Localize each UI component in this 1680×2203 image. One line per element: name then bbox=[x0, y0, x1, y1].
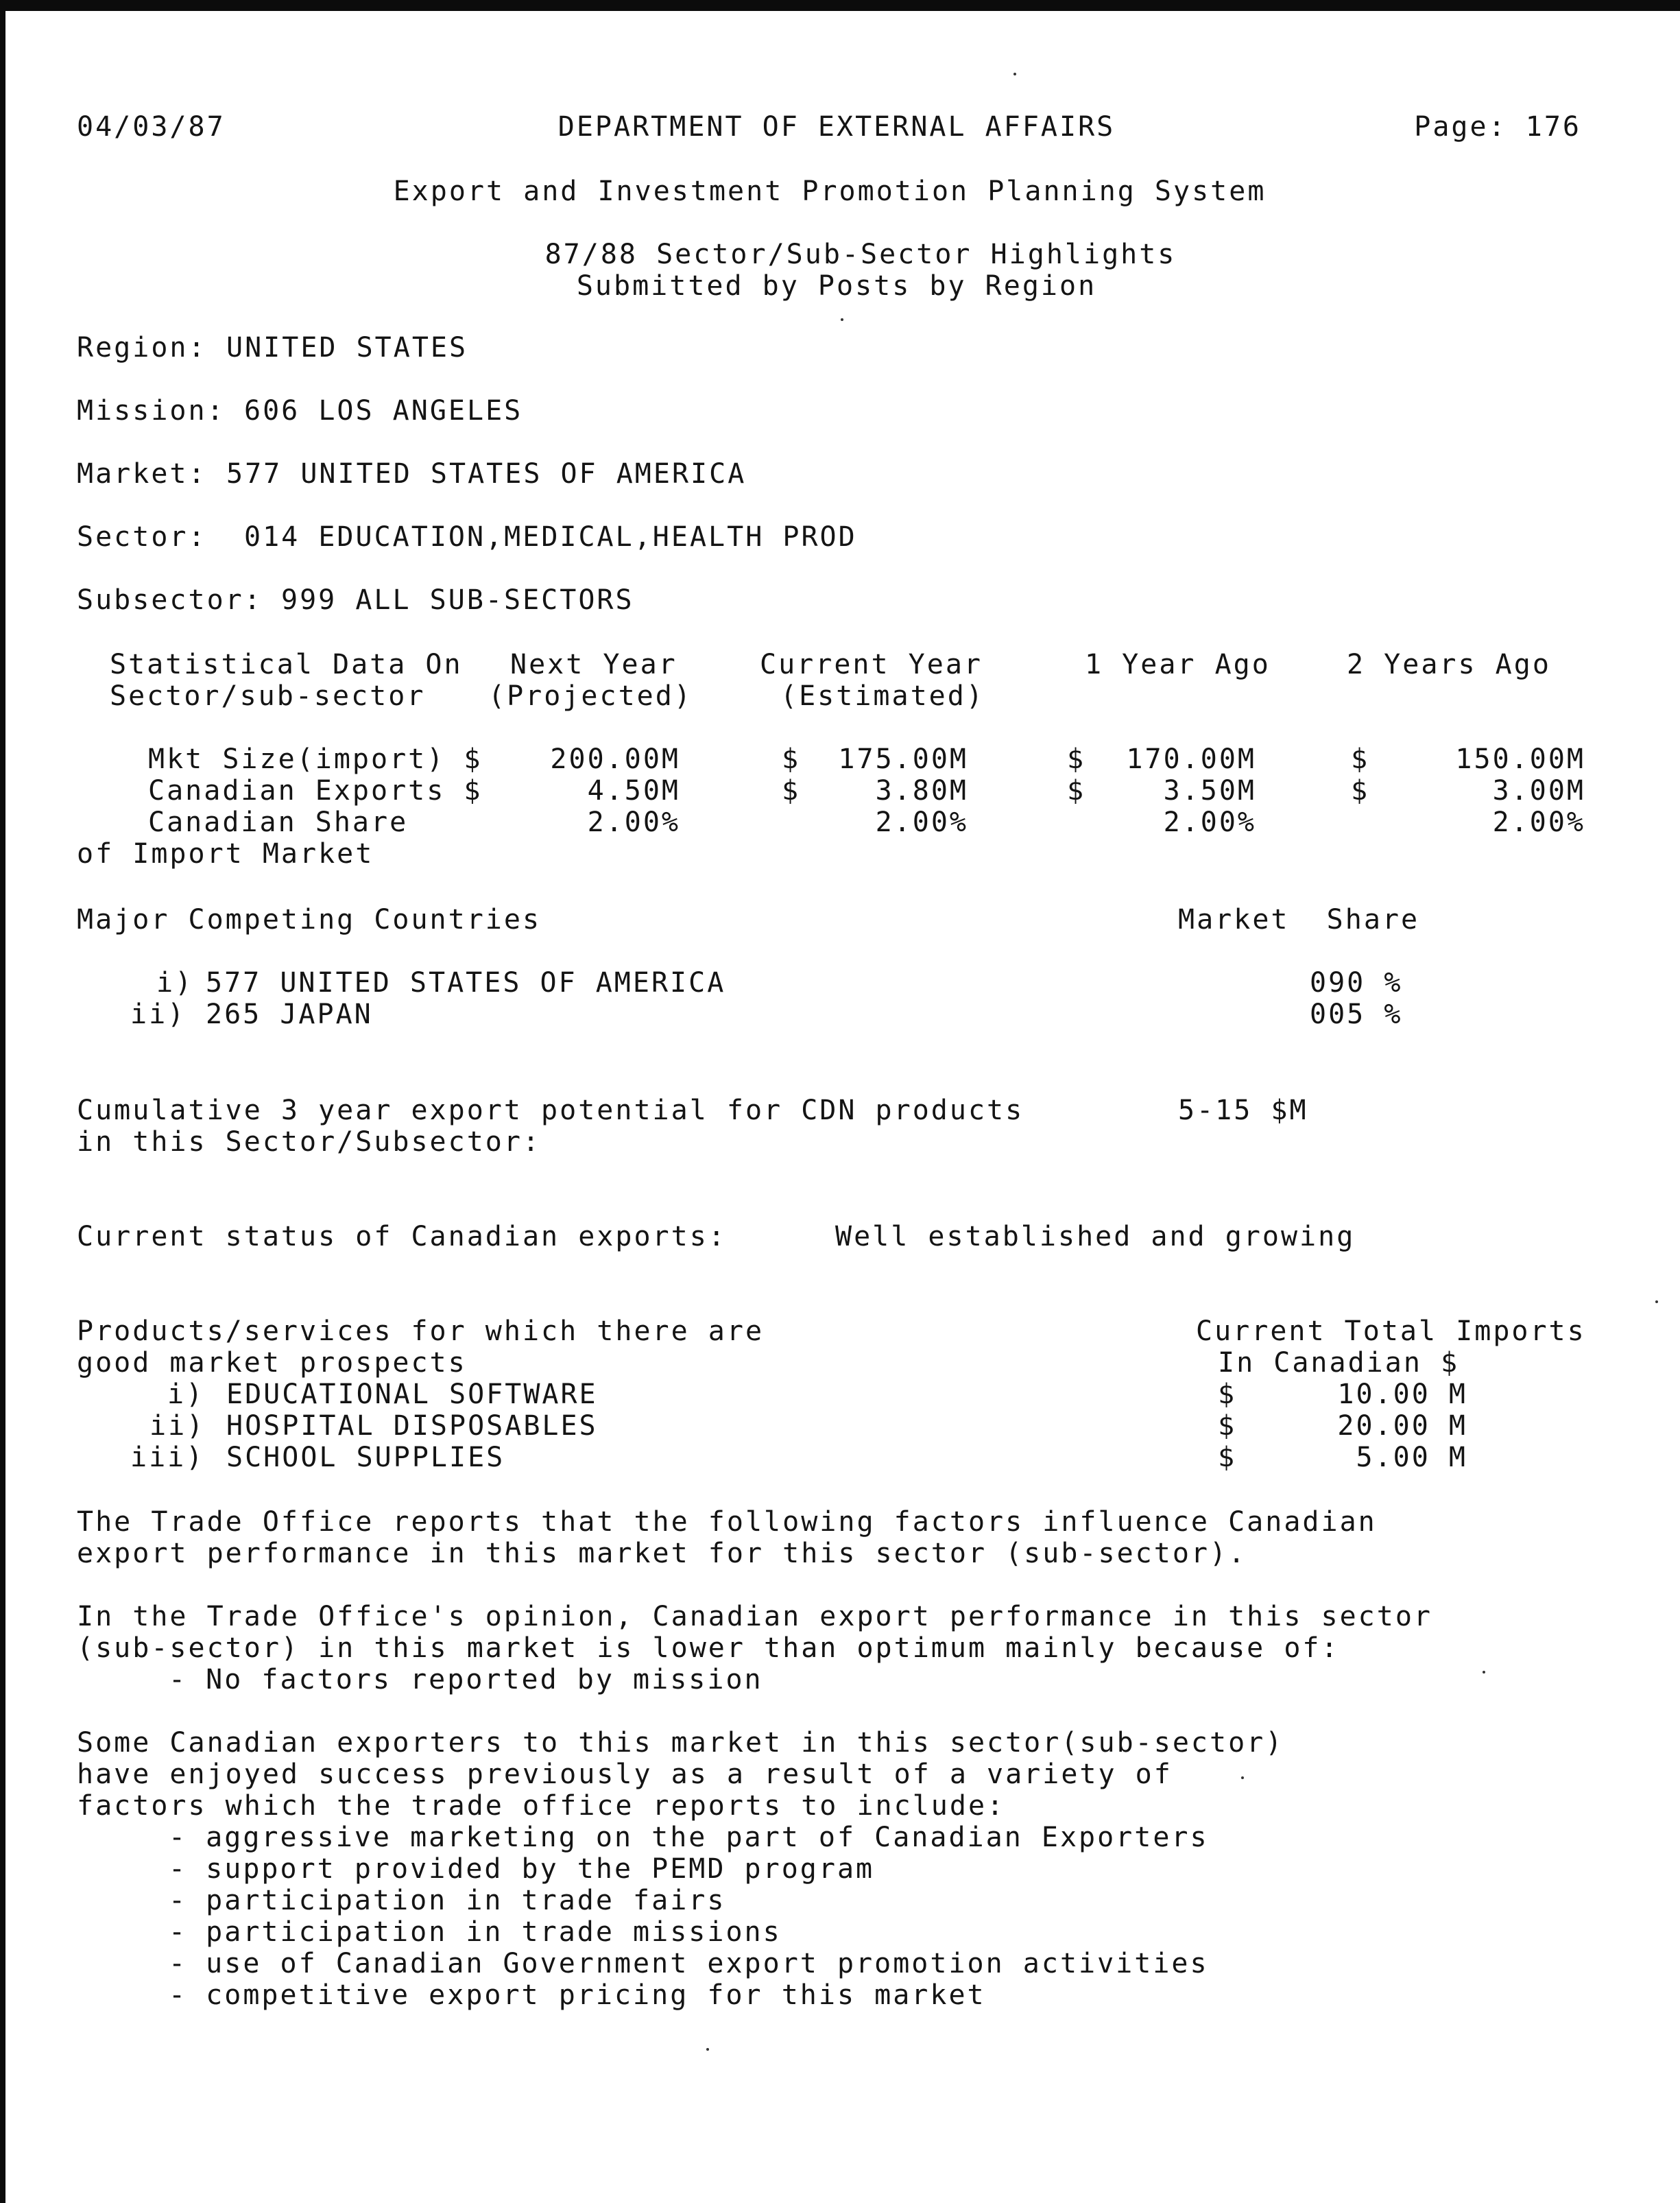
subsector-value: 999 ALL SUB-SECTORS bbox=[281, 584, 634, 616]
competitor-share: 090 % bbox=[1310, 967, 1403, 999]
column-header: 2 Years Ago bbox=[1347, 649, 1551, 680]
stats-cell: 200.00M bbox=[550, 743, 680, 775]
market-label: Market: bbox=[77, 458, 207, 490]
stats-cell: 175.00M bbox=[838, 743, 968, 775]
stats-row-suffix: of Import Market bbox=[77, 838, 374, 870]
scan-speck bbox=[841, 318, 843, 321]
currency-symbol: $ bbox=[1351, 775, 1370, 807]
product-name: SCHOOL SUPPLIES bbox=[226, 1442, 505, 1473]
column-header: Current Year bbox=[760, 649, 983, 680]
stats-cell: 2.00% bbox=[1492, 807, 1585, 838]
product-name: HOSPITAL DISPOSABLES bbox=[226, 1410, 598, 1442]
report-date: 04/03/87 bbox=[77, 111, 226, 143]
stats-cell: 3.50M bbox=[1163, 775, 1256, 807]
system-title: Export and Investment Promotion Planning System bbox=[393, 176, 1267, 207]
subsector-label: Subsector: bbox=[77, 584, 263, 616]
region-value: UNITED STATES bbox=[226, 332, 468, 364]
competitor-index: i) bbox=[156, 967, 194, 999]
stats-cell: 170.00M bbox=[1126, 743, 1256, 775]
page-number: Page: 176 bbox=[1414, 111, 1581, 143]
opinion-line1: In the Trade Office's opinion, Canadian export performance in this sector bbox=[77, 1601, 1432, 1632]
trade-office-line1: The Trade Office reports that the following factors influence Canadian bbox=[77, 1506, 1377, 1538]
competitor-share: 005 % bbox=[1310, 999, 1403, 1030]
column-subheader: (Projected) bbox=[488, 680, 693, 712]
currency-symbol: $ bbox=[1218, 1410, 1237, 1442]
stats-heading-line1: Statistical Data On bbox=[110, 649, 463, 680]
status-label: Current status of Canadian exports: bbox=[77, 1221, 727, 1252]
success-item: - use of Canadian Government export promotion activities bbox=[169, 1948, 1209, 1979]
product-index: i) bbox=[167, 1379, 205, 1410]
potential-line2: in this Sector/Subsector: bbox=[77, 1126, 542, 1158]
trade-office-line2: export performance in this market for this sector (sub-sector). bbox=[77, 1538, 1247, 1569]
sector-value: 014 EDUCATION,MEDICAL,HEALTH PROD bbox=[244, 521, 857, 553]
region-label: Region: bbox=[77, 332, 207, 364]
opinion-item: - No factors reported by mission bbox=[169, 1664, 763, 1695]
scan-speck bbox=[706, 2048, 709, 2051]
scan-border-left bbox=[0, 0, 5, 2203]
stats-row-label: Canadian Exports $ bbox=[148, 775, 483, 807]
competitors-heading: Major Competing Countries bbox=[77, 904, 542, 936]
success-line3: factors which the trade office reports to include: bbox=[77, 1790, 1006, 1822]
stats-cell: 3.80M bbox=[875, 775, 968, 807]
stats-cell: 150.00M bbox=[1455, 743, 1585, 775]
currency-symbol: $ bbox=[1067, 743, 1086, 775]
product-index: iii) bbox=[130, 1442, 205, 1473]
stats-cell: 2.00% bbox=[1163, 807, 1256, 838]
sector-label: Sector: bbox=[77, 521, 207, 553]
currency-symbol: $ bbox=[782, 743, 801, 775]
product-name: EDUCATIONAL SOFTWARE bbox=[226, 1379, 598, 1410]
products-heading-line1: Products/services for which there are bbox=[77, 1315, 765, 1347]
column-header: 1 Year Ago bbox=[1085, 649, 1271, 680]
stats-cell: 2.00% bbox=[875, 807, 968, 838]
column-header: Next Year bbox=[510, 649, 677, 680]
currency-symbol: $ bbox=[1351, 743, 1370, 775]
opinion-line2: (sub-sector) in this market is lower than optimum mainly because of: bbox=[77, 1632, 1340, 1664]
stats-cell: 3.00M bbox=[1492, 775, 1585, 807]
mission-label: Mission: bbox=[77, 395, 226, 427]
column-subheader: (Estimated) bbox=[780, 680, 985, 712]
currency-symbol: $ bbox=[1218, 1442, 1237, 1473]
potential-value: 5-15 $M bbox=[1178, 1095, 1308, 1126]
currency-symbol: $ bbox=[1218, 1379, 1237, 1410]
scan-speck bbox=[1483, 1671, 1485, 1674]
success-item: - aggressive marketing on the part of Canadian Exporters bbox=[169, 1822, 1209, 1853]
stats-row-label: Canadian Share bbox=[148, 807, 409, 838]
currency-symbol: $ bbox=[782, 775, 801, 807]
stats-heading-line2: Sector/sub-sector bbox=[110, 680, 426, 712]
competitor-name: 577 UNITED STATES OF AMERICA bbox=[206, 967, 726, 999]
product-import-value: 10.00 M bbox=[1337, 1379, 1467, 1410]
scan-speck bbox=[1013, 73, 1016, 75]
mission-value: 606 LOS ANGELES bbox=[244, 395, 523, 427]
scan-border-top bbox=[0, 0, 1680, 11]
market-value: 577 UNITED STATES OF AMERICA bbox=[226, 458, 747, 490]
success-item: - participation in trade fairs bbox=[169, 1885, 726, 1916]
success-line1: Some Canadian exporters to this market in this sector(sub-sector) bbox=[77, 1727, 1284, 1759]
product-import-value: 5.00 M bbox=[1356, 1442, 1467, 1473]
scan-speck bbox=[1241, 1776, 1244, 1779]
department-title: DEPARTMENT OF EXTERNAL AFFAIRS bbox=[557, 111, 1116, 143]
imports-heading-line1: Current Total Imports bbox=[1196, 1315, 1586, 1347]
imports-heading-line2: In Canadian $ bbox=[1218, 1347, 1460, 1379]
stats-cell: 2.00% bbox=[587, 807, 680, 838]
scan-speck bbox=[1655, 1300, 1658, 1303]
competitor-index: ii) bbox=[130, 999, 187, 1030]
currency-symbol: $ bbox=[1067, 775, 1086, 807]
report-subtitle: Submitted by Posts by Region bbox=[576, 270, 1097, 302]
success-item: - support provided by the PEMD program bbox=[169, 1853, 875, 1885]
report-title: 87/88 Sector/Sub-Sector Highlights bbox=[544, 239, 1177, 270]
stats-cell: 4.50M bbox=[587, 775, 680, 807]
market-share-heading: Market Share bbox=[1178, 904, 1420, 936]
success-item: - competitive export pricing for this market bbox=[169, 1979, 986, 2011]
product-index: ii) bbox=[149, 1410, 206, 1442]
status-value: Well established and growing bbox=[835, 1221, 1356, 1252]
product-import-value: 20.00 M bbox=[1337, 1410, 1467, 1442]
products-heading-line2: good market prospects bbox=[77, 1347, 467, 1379]
competitor-name: 265 JAPAN bbox=[206, 999, 373, 1030]
stats-row-label: Mkt Size(import) $ bbox=[148, 743, 483, 775]
success-line2: have enjoyed success previously as a result of a variety of bbox=[77, 1759, 1173, 1790]
success-item: - participation in trade missions bbox=[169, 1916, 782, 1948]
potential-line1: Cumulative 3 year export potential for CDN products bbox=[77, 1095, 1024, 1126]
